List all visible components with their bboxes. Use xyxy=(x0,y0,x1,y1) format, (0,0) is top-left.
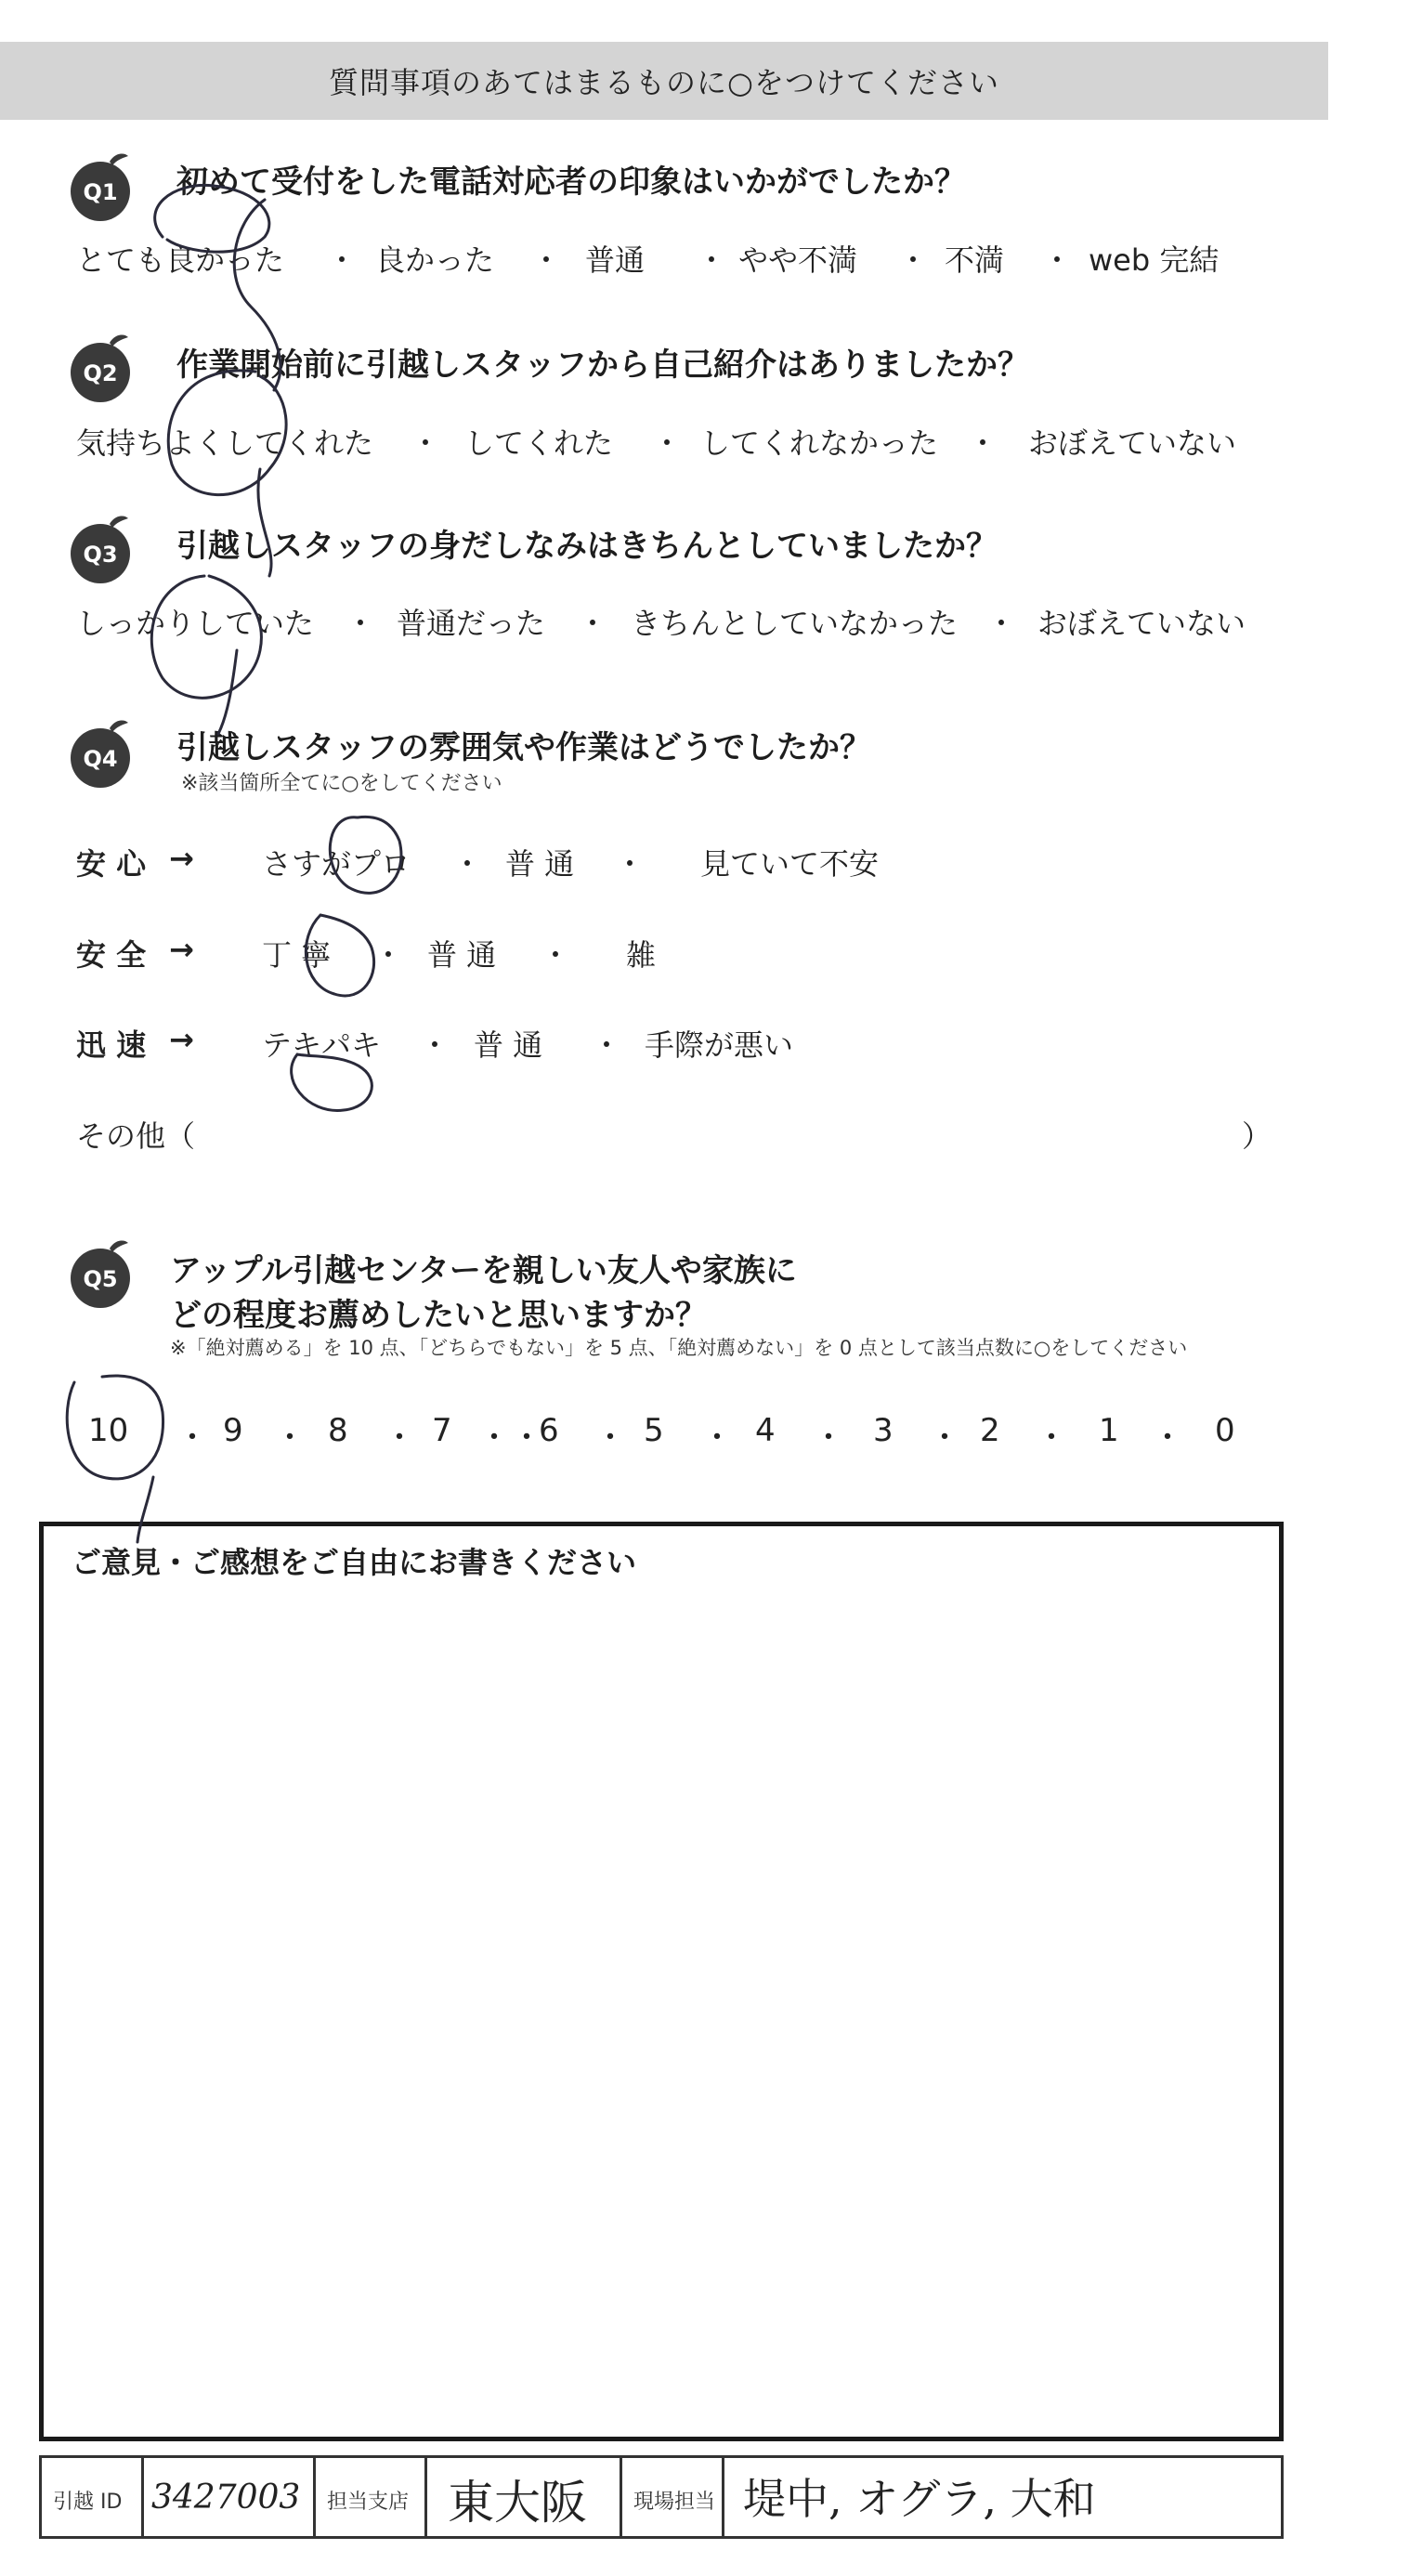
q4-title: 引越しスタッフの雰囲気や作業はどうでしたか？ xyxy=(176,729,871,766)
q2-option[interactable]: おぼえていない xyxy=(1028,425,1237,461)
q2-separator: ・ xyxy=(411,425,441,461)
score-9[interactable]: 9 xyxy=(223,1412,243,1449)
q1-badge-label: Q1 xyxy=(83,179,118,205)
q1-option[interactable]: 不満 xyxy=(945,242,1005,278)
q1-options xyxy=(76,237,1284,278)
score-7[interactable]: 7 xyxy=(432,1412,452,1449)
q4-row-label: 安 全 xyxy=(76,937,147,973)
q3-separator: ・ xyxy=(346,606,376,641)
q3-options xyxy=(76,600,1284,641)
survey-header-title: 質問事項のあてはまるものに○をつけてください xyxy=(329,65,999,100)
q4-row-arrow: → xyxy=(169,1022,194,1057)
q4-option[interactable]: 手際が悪い xyxy=(645,1027,794,1063)
q4-separator: ・ xyxy=(615,846,646,882)
q1-separator: ・ xyxy=(327,242,358,278)
score-separator: ・ xyxy=(511,1419,542,1457)
q4-other-label: その他（ xyxy=(76,1118,196,1154)
q4-option[interactable]: 雑 xyxy=(626,937,657,973)
q2-options xyxy=(76,420,1284,461)
branch-label-cell xyxy=(316,2458,427,2536)
q1-option[interactable]: やや不満 xyxy=(738,242,858,278)
score-6[interactable]: 6 xyxy=(539,1412,559,1449)
q4-separator: ・ xyxy=(452,846,483,882)
score-1[interactable]: 1 xyxy=(1099,1412,1119,1449)
q4-separator: ・ xyxy=(373,937,404,973)
q4-option[interactable]: 丁 寧 xyxy=(262,937,332,973)
score-separator: ・ xyxy=(594,1419,626,1457)
q1-separator: ・ xyxy=(531,242,562,278)
score-separator: ・ xyxy=(274,1419,306,1457)
q3-option[interactable]: おぼえていない xyxy=(1037,606,1246,641)
q3-separator: ・ xyxy=(578,606,608,641)
q4-row-label: 安 心 xyxy=(76,846,147,882)
q4-separator: ・ xyxy=(420,1027,450,1063)
score-5[interactable]: 5 xyxy=(644,1412,664,1449)
q4-row-arrow: → xyxy=(169,841,194,876)
q1-separator: ・ xyxy=(697,242,727,278)
q1-option[interactable]: web 完結 xyxy=(1089,242,1220,278)
score-separator: ・ xyxy=(1152,1419,1183,1457)
move-id-value: 3427003 xyxy=(151,2478,301,2517)
q4-option[interactable]: 見ていて不安 xyxy=(700,846,880,882)
q4-option[interactable]: 普 通 xyxy=(505,846,575,882)
score-separator: ・ xyxy=(701,1419,733,1457)
q5-badge-icon xyxy=(61,1236,139,1314)
footer-table xyxy=(39,2455,1284,2539)
q1-separator: ・ xyxy=(898,242,929,278)
q4-other xyxy=(76,1113,1272,1154)
staff-value-cell xyxy=(724,2458,1281,2536)
score-10[interactable]: 10 xyxy=(88,1412,129,1449)
q3-badge-label: Q3 xyxy=(83,542,118,568)
q5-scores xyxy=(88,1412,1259,1457)
q2-separator: ・ xyxy=(652,425,683,461)
move-id-label-cell xyxy=(42,2458,144,2536)
q1-option[interactable]: とても良かった xyxy=(76,242,285,278)
q3-option[interactable]: しっかりしていた xyxy=(76,606,315,641)
score-0[interactable]: 0 xyxy=(1215,1412,1235,1449)
q4-row-jinsoku xyxy=(76,1022,1284,1063)
comments-box[interactable] xyxy=(39,1522,1284,2441)
q2-separator: ・ xyxy=(968,425,998,461)
q4-badge-icon xyxy=(61,715,139,793)
q4-row-label: 迅 速 xyxy=(76,1027,147,1063)
survey-header xyxy=(0,42,1328,120)
q1-option[interactable]: 普通 xyxy=(585,242,646,278)
score-8[interactable]: 8 xyxy=(328,1412,348,1449)
q1-badge-icon xyxy=(61,149,139,227)
score-4[interactable]: 4 xyxy=(755,1412,776,1449)
comments-title: ご意見・ご感想をご自由にお書きください xyxy=(72,1545,637,1580)
q3-separator: ・ xyxy=(986,606,1017,641)
q2-option[interactable]: してくれた xyxy=(464,425,614,461)
q4-row-anzen xyxy=(76,932,1284,973)
move-id-value-cell xyxy=(144,2458,316,2536)
q4-other-close: ） xyxy=(1242,1118,1272,1154)
score-separator: ・ xyxy=(929,1419,960,1457)
q3-option[interactable]: きちんとしていなかった xyxy=(631,606,959,641)
q4-separator: ・ xyxy=(592,1027,622,1063)
q4-option[interactable]: さすがプロ xyxy=(262,846,411,882)
q4-separator: ・ xyxy=(541,937,571,973)
q4-option[interactable]: 普 通 xyxy=(474,1027,543,1063)
q3-option[interactable]: 普通だった xyxy=(397,606,546,641)
q2-badge-label: Q2 xyxy=(83,360,118,386)
q4-option[interactable]: 普 通 xyxy=(427,937,497,973)
score-2[interactable]: 2 xyxy=(980,1412,1000,1449)
score-separator: ・ xyxy=(384,1419,415,1457)
q4-note: ※該当箇所全てに○をしてください xyxy=(181,772,502,795)
q4-option[interactable]: テキパキ xyxy=(262,1027,382,1063)
q2-option[interactable]: 気持ちよくしてくれた xyxy=(76,425,374,461)
staff-value: 堤中, オグラ, 大和 xyxy=(743,2474,1096,2524)
q2-badge-icon xyxy=(61,330,139,408)
q5-title-line2: どの程度お薦めしたいと思いますか？ xyxy=(170,1297,707,1334)
q2-option[interactable]: してくれなかった xyxy=(700,425,939,461)
score-separator: ・ xyxy=(478,1419,510,1457)
branch-label: 担当支店 xyxy=(327,2491,410,2514)
q4-row-anshin xyxy=(76,841,1284,882)
q3-badge-icon xyxy=(61,511,139,589)
score-3[interactable]: 3 xyxy=(873,1412,894,1449)
q1-title: 初めて受付をした電話対応者の印象はいかがでしたか？ xyxy=(176,163,966,201)
q1-option[interactable]: 良かった xyxy=(375,242,495,278)
move-id-label: 引越 ID xyxy=(53,2491,123,2514)
q3-title: 引越しスタッフの身だしなみはきちんとしていましたか？ xyxy=(176,528,998,565)
score-separator: ・ xyxy=(1036,1419,1067,1457)
branch-value-cell xyxy=(427,2458,622,2536)
q5-note: ※「絶対薦める」を 10 点、「どちらでもない」を 5 点、「絶対薦めない」を 0 点として該当点数に○をしてください xyxy=(170,1337,1188,1359)
staff-label: 現場担当 xyxy=(633,2491,716,2514)
q4-badge-label: Q4 xyxy=(83,746,118,772)
staff-label-cell xyxy=(622,2458,724,2536)
score-separator: ・ xyxy=(176,1419,208,1457)
q2-title: 作業開始前に引越しスタッフから自己紹介はありましたか？ xyxy=(176,347,1029,384)
score-separator: ・ xyxy=(813,1419,844,1457)
q5-badge-label: Q5 xyxy=(83,1266,118,1292)
q4-row-arrow: → xyxy=(169,932,194,967)
q1-separator: ・ xyxy=(1042,242,1073,278)
branch-value: 東大阪 xyxy=(448,2476,587,2530)
q5-title-line1: アップル引越センターを親しい友人や家族に xyxy=(170,1252,797,1289)
